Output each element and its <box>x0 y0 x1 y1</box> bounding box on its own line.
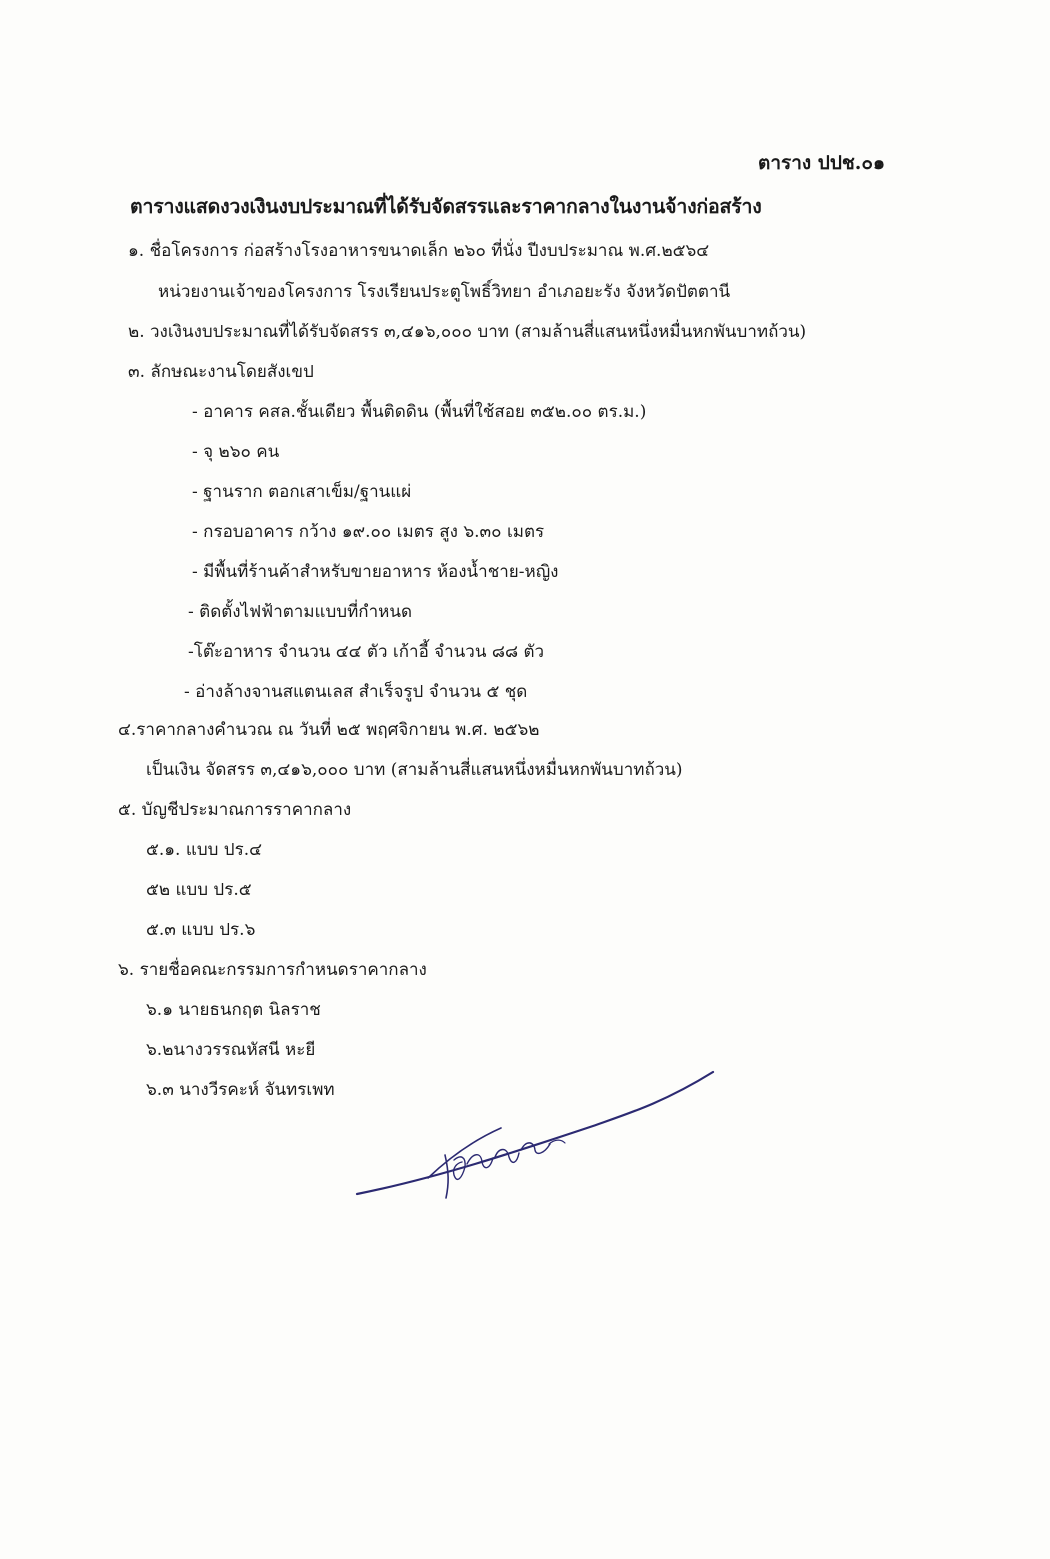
work-item: - มีพื้นที่ร้านค้าสำหรับขายอาหาร ห้องน้ำชาย-หญิง <box>192 562 559 582</box>
budget-line: ๒. วงเงินงบประมาณที่ได้รับจัดสรร ๓,๔๑๖,๐๐๐ บาท (สามล้านสี่แสนหนึ่งหมื่นหกพันบาทถ้วน) <box>128 322 807 342</box>
document-reference: ตาราง ปปช.๐๑ <box>758 152 886 174</box>
committee-heading: ๖. รายชื่อคณะกรรมการกำหนดราคากลาง <box>118 960 427 980</box>
project-name-line: ๑. ชื่อโครงการ ก่อสร้างโรงอาหารขนาดเล็ก ๒๖๐ ที่นั่ง ปีงบประมาณ พ.ศ.๒๕๖๔ <box>128 241 710 261</box>
committee-member: ๖.๒นางวรรณหัสนี หะยี <box>146 1040 316 1060</box>
estimate-heading: ๕. บัญชีประมาณการราคากลาง <box>118 800 352 820</box>
work-item: - อ่างล้างจานสแตนเลส สำเร็จรูป จำนวน ๕ ชุด <box>184 682 528 702</box>
signature <box>345 1060 735 1210</box>
median-price-amount-line: เป็นเงิน จัดสรร ๓,๔๑๖,๐๐๐ บาท (สามล้านสี่แสนหนึ่งหมื่นหกพันบาทถ้วน) <box>146 760 683 780</box>
work-item: - อาคาร คสล.ชั้นเดียว พื้นติดดิน (พื้นที่ใช้สอย ๓๕๒.๐๐ ตร.ม.) <box>192 402 647 422</box>
work-item: - ติดตั้งไฟฟ้าตามแบบที่กำหนด <box>188 602 412 622</box>
estimate-item: ๕๒ แบบ ปร.๕ <box>146 880 252 900</box>
document-title: ตารางแสดงวงเงินงบประมาณที่ได้รับจัดสรรและราคากลางในงานจ้างก่อสร้าง <box>130 195 762 218</box>
work-item: - กรอบอาคาร กว้าง ๑๙.๐๐ เมตร สูง ๖.๓๐ เมตร <box>192 522 545 542</box>
work-item: - จุ ๒๖๐ คน <box>192 442 280 462</box>
estimate-item: ๕.๑. แบบ ปร.๔ <box>146 840 263 860</box>
committee-member: ๖.๓ นางวีรคะห์ จันทรเพท <box>146 1080 335 1100</box>
estimate-item: ๕.๓ แบบ ปร.๖ <box>146 920 256 940</box>
committee-member: ๖.๑ นายธนกฤต นิลราช <box>146 1000 321 1020</box>
work-item: - ฐานราก ตอกเสาเข็ม/ฐานแผ่ <box>192 482 412 502</box>
median-price-date-line: ๔.ราคากลางคำนวณ ณ วันที่ ๒๕ พฤศจิกายน พ.ศ. ๒๕๖๒ <box>118 720 540 740</box>
project-owner-line: หน่วยงานเจ้าของโครงการ โรงเรียนประตูโพธิ์วิทยา อำเภอยะรัง จังหวัดปัตตานี <box>158 282 731 302</box>
work-item: -โต๊ะอาหาร จำนวน ๔๔ ตัว เก้าอี้ จำนวน ๘๘ ตัว <box>188 642 545 662</box>
work-description-heading: ๓. ลักษณะงานโดยสังเขป <box>128 362 314 382</box>
